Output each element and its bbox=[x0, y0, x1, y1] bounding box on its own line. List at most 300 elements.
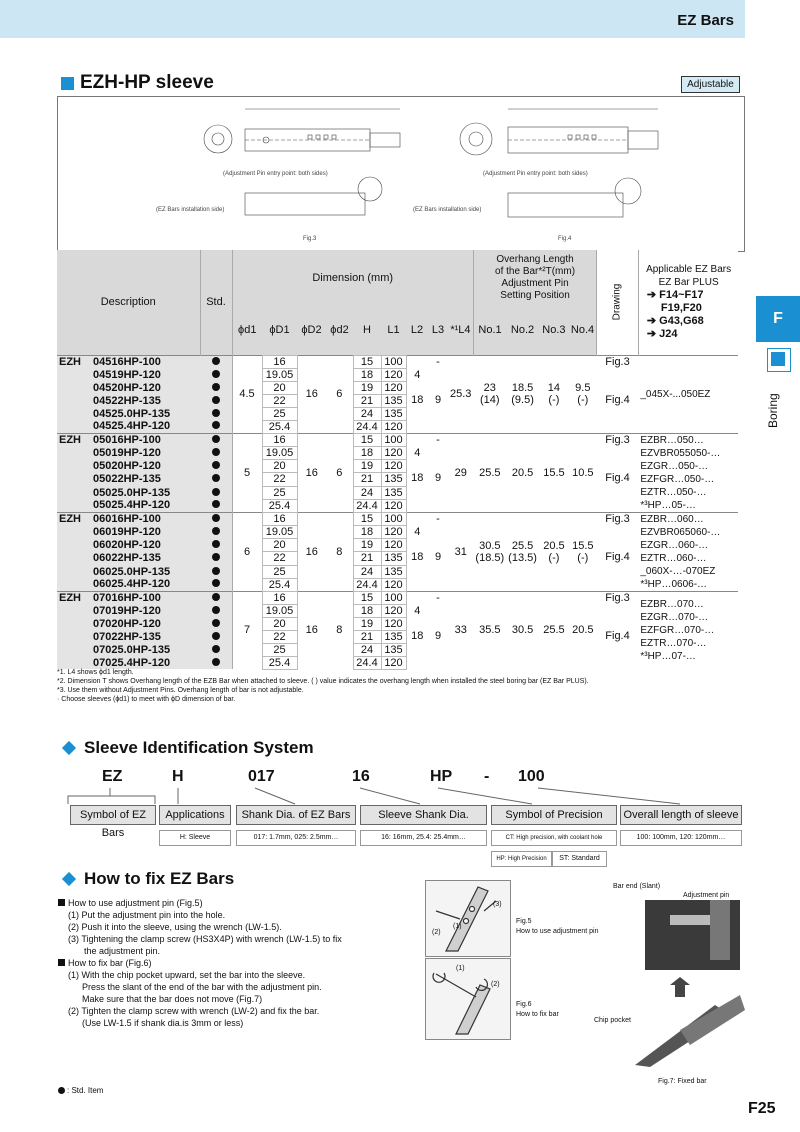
fig6-svg bbox=[426, 959, 510, 1039]
cell-std bbox=[200, 630, 232, 643]
cell-std bbox=[200, 656, 232, 669]
cell-D1: 20 bbox=[262, 381, 297, 394]
adjustable-badge: Adjustable bbox=[681, 76, 740, 93]
cell-D2: 16 bbox=[305, 388, 318, 400]
overhang-line1: Overhang Length bbox=[496, 253, 574, 265]
cell-H: 24 bbox=[353, 643, 381, 656]
cell-L1: 100 bbox=[381, 591, 406, 604]
cell-L3: - bbox=[436, 433, 440, 446]
cell-prefix: EZH bbox=[59, 512, 81, 525]
cell-std bbox=[200, 643, 232, 656]
sleeve-drawing-svg bbox=[58, 97, 744, 251]
cell-L2: 4 bbox=[414, 368, 421, 381]
value: 25.5 bbox=[479, 466, 501, 479]
id-sub-precision: CT: High precision, with coolant hole bbox=[491, 830, 617, 846]
applicable-bar: EZFGR…070-… bbox=[640, 624, 715, 636]
cell-no1 bbox=[473, 355, 506, 433]
cell-L1: 135 bbox=[381, 472, 406, 486]
cell-L1: 135 bbox=[381, 551, 406, 565]
cell-L3: 9 bbox=[434, 551, 442, 563]
cell-description bbox=[57, 355, 200, 368]
value: 25.5 bbox=[511, 539, 534, 552]
cell-L1: 120 bbox=[381, 368, 406, 381]
note-3: *3. Use them without Adjustment Pins. Overhang length of bar is not adjustable. bbox=[57, 687, 304, 694]
fix-instructions bbox=[58, 897, 418, 1029]
applicable-bar: _060X-…-070EZ bbox=[640, 565, 716, 577]
section-tab-f[interactable]: F bbox=[756, 296, 800, 342]
cell-code: 04525.0HP-135 bbox=[93, 407, 171, 420]
applicable-bar: *³HP…07-… bbox=[640, 650, 696, 662]
value: 20.5 bbox=[511, 466, 534, 479]
value: 9.5 bbox=[575, 382, 591, 394]
cell-code: 05022HP-135 bbox=[93, 473, 161, 485]
col-description: Description bbox=[100, 296, 156, 309]
cell-drawing: Fig.3 bbox=[605, 355, 630, 368]
cell-prefix: EZH bbox=[59, 591, 81, 604]
cell-L1: 120 bbox=[381, 656, 406, 669]
fig5-svg bbox=[426, 881, 510, 956]
spec-table bbox=[57, 250, 738, 670]
cell-std bbox=[200, 368, 232, 381]
fig5-caption bbox=[516, 917, 599, 937]
fig7-svg bbox=[630, 895, 745, 1070]
cell-d1: 4.5 bbox=[232, 355, 262, 433]
cell-std bbox=[200, 578, 232, 591]
std-dot-icon bbox=[212, 540, 220, 548]
applicable-bar: EZBR…060… bbox=[640, 513, 704, 525]
cell-description bbox=[57, 394, 200, 407]
col-no3: No.3 bbox=[542, 323, 566, 336]
applicable-bar: EZBR…070… bbox=[640, 598, 704, 610]
cell-no4 bbox=[569, 512, 597, 591]
id-sub-length: 100: 100mm, 120: 120mm… bbox=[620, 830, 742, 846]
cell-L1: 120 bbox=[381, 617, 406, 630]
cell-description bbox=[57, 551, 200, 565]
code-017: 017 bbox=[248, 768, 275, 785]
id-box-sleeve-shank: Sleeve Shank Dia. bbox=[360, 805, 487, 825]
std-dot-icon bbox=[212, 606, 220, 614]
value-alt: (-) bbox=[577, 551, 589, 564]
col-no2: No.2 bbox=[510, 323, 535, 336]
applicable-title: Applicable EZ Bars bbox=[646, 264, 732, 276]
cell-D1: 22 bbox=[262, 394, 297, 407]
header-title: EZ Bars bbox=[677, 12, 734, 29]
std-dot-icon bbox=[212, 370, 220, 378]
cell-D1: 20 bbox=[262, 617, 297, 630]
applicable-bar: EZFGR…050-… bbox=[640, 473, 715, 485]
std-dot-icon bbox=[212, 448, 220, 456]
cell-L1: 120 bbox=[381, 578, 406, 591]
boring-label: Boring bbox=[766, 393, 780, 428]
std-dot-icon bbox=[212, 632, 220, 640]
cell-description bbox=[57, 617, 200, 630]
cell-L1: 100 bbox=[381, 433, 406, 446]
fig6-caption-line2: How to fix bar bbox=[516, 1011, 559, 1018]
cell-code: 07025.0HP-135 bbox=[93, 643, 171, 656]
cell-std bbox=[200, 459, 232, 472]
cell-description bbox=[57, 381, 200, 394]
cell-std bbox=[200, 591, 232, 604]
fig5-caption-line1: Fig.5 bbox=[516, 918, 532, 925]
cell-H: 19 bbox=[353, 538, 381, 551]
fig6-image bbox=[425, 958, 511, 1040]
value: 25.5 bbox=[543, 624, 565, 637]
applicable-bar: EZGR…060-… bbox=[640, 539, 709, 551]
fig5-image bbox=[425, 880, 511, 957]
value: 14 bbox=[547, 382, 561, 394]
cell-D1: 25 bbox=[262, 407, 297, 420]
id-box-shank: Shank Dia. of EZ Bars bbox=[236, 805, 356, 825]
fig4-label: Fig.4 bbox=[558, 236, 572, 242]
cell-L1: 120 bbox=[381, 538, 406, 551]
step: Make sure that the bar does not move (Fig.7) bbox=[82, 994, 263, 1004]
section-title bbox=[61, 72, 214, 94]
cell-D1: 20 bbox=[262, 459, 297, 472]
cell-std bbox=[200, 486, 232, 499]
overhang-line2: of the Bar*²T(mm) bbox=[495, 265, 576, 277]
col-no4: No.4 bbox=[570, 323, 595, 336]
col-no1: No.1 bbox=[473, 305, 506, 355]
fig6-step1: (1) bbox=[456, 965, 465, 972]
cell-code: 06025.4HP-120 bbox=[93, 578, 171, 591]
std-dot-icon bbox=[212, 593, 220, 601]
col-overhang bbox=[473, 250, 596, 305]
note-1: *1. L4 shows ϕd1 length. bbox=[57, 669, 134, 676]
setting-position-label: Setting Position bbox=[500, 289, 570, 301]
cell-code: 05020HP-120 bbox=[93, 459, 161, 472]
id-sub-shank: 017: 1.7mm, 025: 2.5mm… bbox=[236, 830, 356, 846]
cell-H: 21 bbox=[353, 630, 381, 643]
cell-d1: 7 bbox=[232, 591, 262, 669]
cell-description bbox=[57, 459, 200, 472]
cell-H: 21 bbox=[353, 472, 381, 486]
applicable-item: ➔ G43,G68 bbox=[646, 315, 704, 328]
cell-D1: 16 bbox=[262, 355, 297, 368]
cell-description bbox=[57, 643, 200, 656]
cell-no1 bbox=[473, 591, 506, 669]
cell-H: 24.4 bbox=[353, 499, 381, 512]
col-L4: *¹L4 bbox=[450, 323, 471, 336]
cell-no3 bbox=[539, 433, 569, 512]
cell-code: 07025.4HP-120 bbox=[93, 656, 171, 669]
how-to-fix-title bbox=[64, 869, 234, 889]
cell-code: 06022HP-135 bbox=[93, 552, 161, 564]
cell-description bbox=[57, 512, 200, 525]
cell-D1: 22 bbox=[262, 551, 297, 565]
boring-icon bbox=[767, 348, 791, 372]
cell-L1: 120 bbox=[381, 525, 406, 538]
std-dot-icon bbox=[212, 421, 220, 429]
cell-D1: 22 bbox=[262, 472, 297, 486]
cell-H: 24 bbox=[353, 407, 381, 420]
cell-D1: 16 bbox=[262, 512, 297, 525]
ezbar-plus-title: EZ Bar PLUS bbox=[658, 277, 719, 289]
instruction-heading-2-text: How to fix bar (Fig.6) bbox=[68, 958, 152, 968]
cell-description bbox=[57, 591, 200, 604]
applicable-bar: EZGR…050-… bbox=[640, 460, 709, 472]
std-dot-icon bbox=[212, 488, 220, 496]
std-dot-icon bbox=[212, 567, 220, 575]
cell-H: 15 bbox=[353, 355, 381, 368]
cell-drawing: Fig.3 bbox=[605, 591, 630, 604]
cell-code: 04522HP-135 bbox=[93, 394, 161, 407]
how-to-fix-title-text: How to fix EZ Bars bbox=[84, 869, 235, 888]
cell-std bbox=[200, 565, 232, 578]
cell-description bbox=[57, 420, 200, 433]
cell-D1: 25 bbox=[262, 643, 297, 656]
cell-H: 21 bbox=[353, 551, 381, 565]
cell-std bbox=[200, 525, 232, 538]
std-dot-icon bbox=[212, 357, 220, 365]
fig5-step3: (3) bbox=[493, 901, 502, 908]
cell-no1 bbox=[473, 512, 506, 591]
value-alt: (14) bbox=[480, 394, 500, 406]
chip-pocket-label: Chip pocket bbox=[594, 1017, 631, 1024]
cell-applicable bbox=[638, 591, 738, 669]
cell-L2: 4 bbox=[414, 446, 421, 459]
cell-L3: 9 bbox=[434, 472, 442, 484]
value: 30.5 bbox=[479, 539, 501, 552]
cell-std bbox=[200, 551, 232, 565]
value: 23 bbox=[483, 382, 496, 394]
id-connector-lines bbox=[60, 786, 760, 806]
std-dot-icon bbox=[212, 435, 220, 443]
cell-d2: 8 bbox=[336, 545, 343, 558]
cell-L3: - bbox=[436, 591, 440, 604]
value: 18.5 bbox=[511, 382, 534, 394]
applicable-item bbox=[647, 302, 737, 315]
cell-drawing: Fig.3 bbox=[605, 512, 630, 525]
cell-std bbox=[200, 617, 232, 630]
std-dot-icon bbox=[212, 658, 220, 666]
cell-no3 bbox=[539, 591, 569, 669]
cell-drawing: Fig.4 bbox=[605, 472, 630, 484]
cell-std bbox=[200, 394, 232, 407]
applicable-bar: EZBR…050… bbox=[640, 434, 704, 446]
applicable-bar: EZGR…070-… bbox=[640, 611, 709, 623]
step: (1) Put the adjustment pin into the hole. bbox=[68, 910, 226, 920]
step: (3) Tightening the clamp screw (HS3X4P) with wrench (LW-1.5) to fix bbox=[68, 934, 342, 944]
cell-description bbox=[57, 538, 200, 551]
applicable-item-text: F19,F20 bbox=[660, 302, 702, 315]
cell-no2 bbox=[506, 355, 539, 433]
step: (2) Push it into the sleeve, using the wrench (LW-1.5). bbox=[68, 922, 282, 932]
cell-D1: 19.05 bbox=[262, 446, 297, 459]
technical-drawings bbox=[57, 96, 745, 252]
std-dot-icon bbox=[212, 500, 220, 508]
cell-D1: 25.4 bbox=[262, 499, 297, 512]
cell-L1: 135 bbox=[381, 407, 406, 420]
cell-drawing: Fig.4 bbox=[605, 551, 630, 563]
cell-D1: 25.4 bbox=[262, 656, 297, 669]
diamond-bullet-icon bbox=[62, 741, 76, 755]
code-ez: EZ bbox=[102, 768, 123, 785]
cell-H: 19 bbox=[353, 459, 381, 472]
cell-std bbox=[200, 538, 232, 551]
cell-drawing: Fig.4 bbox=[605, 630, 630, 642]
step: Press the slant of the end of the bar with the adjustment pin. bbox=[82, 982, 322, 992]
cell-no4 bbox=[569, 433, 597, 512]
cell-code: 04519HP-120 bbox=[93, 368, 161, 381]
code-dash: - bbox=[484, 768, 490, 785]
cell-code: 04525.4HP-120 bbox=[93, 420, 171, 433]
cell-code: 07020HP-120 bbox=[93, 617, 161, 630]
cell-D1: 22 bbox=[262, 630, 297, 643]
std-dot-icon bbox=[212, 474, 220, 482]
cell-L2: 18 bbox=[411, 630, 424, 642]
cell-code: 04520HP-120 bbox=[93, 381, 161, 394]
cell-H: 18 bbox=[353, 525, 381, 538]
cell-H: 24 bbox=[353, 565, 381, 578]
cell-L1: 120 bbox=[381, 381, 406, 394]
cell-L1: 135 bbox=[381, 394, 406, 407]
cell-H: 18 bbox=[353, 604, 381, 617]
applicable-list bbox=[641, 289, 737, 341]
cell-code: 07016HP-100 bbox=[93, 591, 161, 604]
cell-no3 bbox=[539, 512, 569, 591]
cell-code: 05025.0HP-135 bbox=[93, 486, 171, 499]
cell-L1: 100 bbox=[381, 355, 406, 368]
adjustment-pin-callout: Adjustment pin bbox=[683, 892, 730, 899]
applicable-bar: *³HP…0606-… bbox=[640, 578, 708, 590]
install-side-right: (EZ Bars installation side) bbox=[413, 207, 482, 213]
table-row bbox=[57, 472, 738, 486]
applicable-item: ➔ F14~F17 bbox=[646, 289, 704, 302]
cell-description bbox=[57, 407, 200, 420]
table-row bbox=[57, 630, 738, 643]
instruction-heading-1 bbox=[58, 897, 418, 909]
cell-std bbox=[200, 472, 232, 486]
applicable-bar: *³HP…05-… bbox=[640, 499, 696, 511]
col-L2: L2 bbox=[410, 323, 424, 336]
cell-drawing: Fig.4 bbox=[605, 394, 630, 406]
cell-H: 21 bbox=[353, 394, 381, 407]
cell-code: 06020HP-120 bbox=[93, 538, 161, 551]
std-dot-icon bbox=[212, 619, 220, 627]
applicable-bar: _045X-...050EZ bbox=[640, 388, 711, 400]
cell-description bbox=[57, 368, 200, 381]
cell-D1: 19.05 bbox=[262, 368, 297, 381]
cell-d1: 5 bbox=[232, 433, 262, 512]
value: 35.5 bbox=[479, 624, 501, 637]
cell-H: 15 bbox=[353, 433, 381, 446]
cell-applicable bbox=[638, 512, 738, 591]
cell-H: 19 bbox=[353, 381, 381, 394]
cell-H: 24.4 bbox=[353, 578, 381, 591]
std-dot-icon bbox=[212, 461, 220, 469]
cell-D1: 25 bbox=[262, 486, 297, 499]
fig7-caption: Fig.7: Fixed bar bbox=[658, 1078, 707, 1085]
sleeve-id-title-text: Sleeve Identification System bbox=[84, 738, 314, 757]
table-row bbox=[57, 394, 738, 407]
std-dot-icon bbox=[212, 396, 220, 404]
id-sub-applications: H: Sleeve bbox=[159, 830, 231, 846]
cell-D1: 16 bbox=[262, 591, 297, 604]
adjustment-pin-label: Adjustment Pin bbox=[501, 277, 569, 289]
cell-description bbox=[57, 525, 200, 538]
cell-L1: 100 bbox=[381, 512, 406, 525]
cell-L3: - bbox=[436, 512, 440, 525]
cell-L2: 18 bbox=[411, 551, 424, 563]
cell-L1: 120 bbox=[381, 420, 406, 433]
value: 10.5 bbox=[572, 466, 594, 479]
value: 30.5 bbox=[511, 624, 534, 637]
cell-L1: 120 bbox=[381, 499, 406, 512]
fig3-label: Fig.3 bbox=[303, 236, 317, 242]
cell-L3: 9 bbox=[434, 394, 442, 406]
cell-std bbox=[200, 381, 232, 394]
value-alt: (13.5) bbox=[508, 551, 537, 564]
table-row bbox=[57, 551, 738, 565]
value-alt: (-) bbox=[548, 394, 560, 406]
cell-std bbox=[200, 446, 232, 459]
std-dot-icon bbox=[212, 579, 220, 587]
square-bullet-icon bbox=[58, 899, 65, 906]
cell-D1: 25.4 bbox=[262, 420, 297, 433]
cell-code: 05016HP-100 bbox=[93, 433, 161, 446]
value: 20.5 bbox=[543, 539, 565, 552]
cell-code: 05019HP-120 bbox=[93, 446, 161, 459]
fig5-step1: (1) bbox=[453, 923, 462, 930]
cell-D2: 16 bbox=[305, 466, 318, 479]
cell-applicable bbox=[638, 355, 738, 433]
instruction-heading-2 bbox=[58, 957, 418, 969]
cell-D1: 19.05 bbox=[262, 525, 297, 538]
table-row bbox=[57, 512, 738, 525]
col-d1: ϕd1 bbox=[232, 305, 262, 355]
step: the adjustment pin. bbox=[84, 946, 161, 956]
value-alt: (-) bbox=[577, 394, 589, 406]
std-dot-icon bbox=[212, 645, 220, 653]
fig7-image bbox=[630, 895, 745, 1070]
std-legend-text: : Std. Item bbox=[67, 1086, 104, 1095]
fig6-step2: (2) bbox=[491, 981, 500, 988]
step: (1) With the chip pocket upward, set the bar into the sleeve. bbox=[68, 970, 306, 980]
cell-code: 06019HP-120 bbox=[93, 525, 161, 538]
step: (2) Tighten the clamp screw with wrench (LW-2) and fix the bar. bbox=[68, 1006, 320, 1016]
col-dimension: Dimension (mm) bbox=[232, 250, 473, 305]
cell-L1: 135 bbox=[381, 643, 406, 656]
cell-description bbox=[57, 472, 200, 486]
cell-code: 05025.4HP-120 bbox=[93, 499, 171, 512]
diamond-bullet-icon bbox=[62, 872, 76, 886]
cell-H: 18 bbox=[353, 446, 381, 459]
cell-no2 bbox=[506, 433, 539, 512]
cell-code: 07019HP-120 bbox=[93, 604, 161, 617]
cell-D1: 19.05 bbox=[262, 604, 297, 617]
cell-L1: 135 bbox=[381, 486, 406, 499]
page-number: F25 bbox=[748, 1100, 776, 1117]
cell-H: 15 bbox=[353, 591, 381, 604]
cell-H: 19 bbox=[353, 617, 381, 630]
cell-L4: 29 bbox=[454, 466, 467, 479]
cell-code: 06025.0HP-135 bbox=[93, 565, 171, 578]
square-bullet-icon bbox=[61, 77, 74, 90]
id-box-symbol: Symbol of EZ Bars bbox=[70, 805, 156, 825]
cell-code: 06016HP-100 bbox=[93, 512, 161, 525]
cell-std bbox=[200, 512, 232, 525]
cell-d2: 6 bbox=[336, 388, 343, 400]
cell-L1: 135 bbox=[381, 565, 406, 578]
cell-std bbox=[200, 604, 232, 617]
step: (Use LW-1.5 if shank dia.is 3mm or less) bbox=[82, 1018, 244, 1028]
applicable-bar: EZVBR055050-… bbox=[640, 447, 721, 459]
cell-L4: 31 bbox=[454, 545, 467, 558]
cell-description bbox=[57, 433, 200, 446]
std-legend bbox=[58, 1086, 103, 1095]
cell-std bbox=[200, 355, 232, 368]
cell-no4 bbox=[569, 355, 597, 433]
